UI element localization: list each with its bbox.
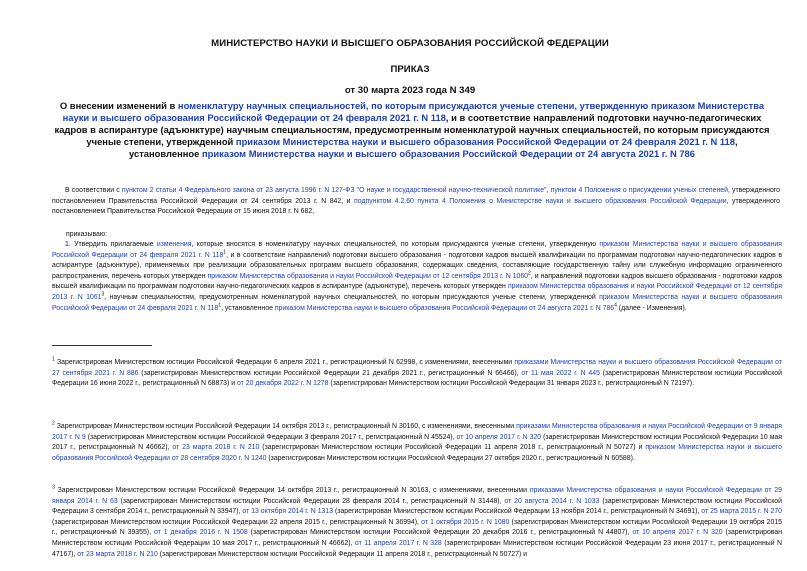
- footnote-text: (зарегистрирован Министерством юстиции Российской Федерации 23 июня 2017 г., регистрационный N 47167),: [52, 539, 783, 558]
- footnote-ref[interactable]: 1: [218, 302, 222, 309]
- document-title: [52, 100, 772, 160]
- preamble-link-law[interactable]: пунктом 2 статьи 4 Федерального закона от 23 августа 1996 г. N 127-ФЗ "О науке и государственной научно-технической политике": [121, 187, 547, 194]
- footnote-mark: 2: [52, 420, 55, 427]
- title-text: , и в соответствие направлений подготовки научно-педагогических кадров в аспирантуре (адъюнктуре) научным специальностям, предусмотренным номенклатурой научных специальностей, по которым присуждаются ученые степени, утвержденной: [54, 112, 770, 148]
- footnote-text: Зарегистрирован Министерством юстиции Российской Федерации 6 апреля 2021 г., регистрационный N 62998, с изменениями, внесенными: [54, 359, 515, 366]
- footnote-link[interactable]: от 10 апреля 2017 г. N 320: [456, 433, 542, 441]
- title-text: О внесении изменений в: [59, 100, 178, 111]
- footnote-ref[interactable]: 2: [528, 270, 531, 277]
- footnote-text: (зарегистрирован Министерством юстиции Российской Федерации 31 января 2023 г., регистрационный N 72197).: [328, 380, 695, 388]
- preamble-text: ,: [546, 187, 551, 194]
- footnote-text: Зарегистрирован Министерством юстиции Российской Федерации 14 октября 2013 г., регистрационный N 30163, с изменениями, внесенными: [54, 487, 530, 494]
- item-1-paragraph: [52, 240, 782, 314]
- footnote-1: [52, 358, 782, 390]
- preamble-text: , утвержденного постановлением Правительства Российской Федерации от 15 июня 2018 г. N 682,: [52, 197, 781, 216]
- footnote-mark: 1: [52, 356, 55, 363]
- footnote-link[interactable]: от 1 декабря 2016 г. N 1508: [153, 529, 248, 537]
- footnote-ref[interactable]: 4: [614, 302, 617, 309]
- footnote-link[interactable]: от 23 марта 2018 г. N 210: [77, 550, 158, 558]
- item-text: (далее - Изменения).: [616, 304, 687, 312]
- footnote-link[interactable]: приказами Министерства образования и науки Российской Федерации от 9 января 2017 г. N 9: [52, 423, 782, 441]
- footnote-link[interactable]: от 20 декабря 2022 г. N 1278: [236, 380, 329, 388]
- footnote-link[interactable]: от 20 августа 2014 г. N 1033: [504, 497, 600, 505]
- footnote-text: (зарегистрирован Министерством юстиции Российской Федерации 22 апреля 2015 г., регистрационный N 36994),: [52, 518, 422, 526]
- footnote-text: (зарегистрирован Министерством юстиции Российской Федерации 3 февраля 2017 г., регистрационный N 45524),: [85, 433, 457, 441]
- ministry-heading: МИНИСТЕРСТВО НАУКИ И ВЫСШЕГО ОБРАЗОВАНИЯ РОССИЙСКОЙ ФЕДЕРАЦИИ: [211, 38, 609, 49]
- item-text: , и направлений подготовки кадров высшего образования - подготовки кадров высшей квалификации по программам подготовки научно-педагогических кадров в аспирантуре (адъюнктуре), перечень которых утвержден: [52, 272, 782, 291]
- item-text: 1. Утвердить прилагаемые: [65, 241, 157, 248]
- footnote-link[interactable]: от 10 апреля 2017 г. N 320: [632, 529, 723, 537]
- item-text: , научным специальностям, предусмотренным номенклатурой научных специальностей, по которым присуждаются ученые степени, утвержденной: [104, 293, 600, 301]
- footnote-link[interactable]: от 11 апреля 2017 г. N 328: [354, 539, 442, 547]
- footnote-link[interactable]: от 13 октября 2014 г. N 1313: [242, 508, 334, 516]
- footnote-link[interactable]: приказами Министерства науки и высшего образования Российской Федерации от 27 сентября 2021 г. N 886: [52, 359, 782, 377]
- document-date-number: от 30 марта 2023 года N 349: [344, 85, 476, 96]
- footnote-text: (зарегистрирован Министерством юстиции Российской Федерации 10 мая 2017 г., регистрационный N 46662),: [52, 433, 782, 452]
- footnote-2: [52, 422, 782, 464]
- footnote-link[interactable]: от 11 мая 2022 г. N 445: [521, 369, 600, 377]
- footnote-link[interactable]: от 1 октября 2015 г. N 1080: [421, 518, 510, 526]
- footnote-text: (зарегистрирован Министерством юстиции Российской Федерации 10 мая 2017 г., регистрационный N 46662),: [52, 529, 782, 547]
- title-link-order-786[interactable]: приказом Министерства науки и высшего образования Российской Федерации от 24 августа 2021 г. N 786: [201, 148, 695, 160]
- footnote-link[interactable]: от 23 марта 2018 г. N 210: [172, 444, 260, 452]
- title-link-order-118[interactable]: приказом Министерства науки и высшего образования Российской Федерации от 24 февраля 2021 г. N 118: [235, 136, 735, 148]
- preamble-link-regulation[interactable]: пунктом 4 Положения о присуждении ученых степеней: [550, 187, 728, 194]
- footnote-text: (зарегистрирован Министерством юстиции Российской Федерации 19 октября 2015 г., регистрационный N 39355),: [52, 518, 783, 537]
- footnote-3: [52, 486, 782, 560]
- footnote-text: (зарегистрирован Министерством юстиции Российской Федерации 13 ноября 2014 г., регистрационный N 34691),: [333, 508, 702, 516]
- item-text: , которые вносятся в номенклатуру научных специальностей, по которым присуждаются ученые степени, утвержденную: [191, 241, 600, 248]
- item-link-order-118[interactable]: приказом Министерства науки и высшего образования Российской Федерации от 24 февраля 2021 г. N 118: [52, 241, 783, 259]
- footnote-text: (зарегистрирован Министерством юстиции Российской Федерации 11 апреля 2018 г., регистрационный N 50727) и: [157, 550, 528, 558]
- title-text: , установленное: [129, 136, 738, 160]
- footnote-text: (зарегистрирован Министерством юстиции Российской Федерации 16 июня 2022 г., регистрационный N 68873) и: [52, 369, 782, 388]
- footnote-text: (зарегистрирован Министерством юстиции Российской Федерации 28 февраля 2014 г., регистрационный N 31448),: [117, 497, 505, 505]
- item-text: , установленное: [221, 304, 275, 312]
- preamble-paragraph: [52, 186, 780, 218]
- footnote-text: Зарегистрирован Министерством юстиции Российской Федерации 14 октября 2013 г., регистрационный N 30160, с изменениями, внесенными: [54, 423, 517, 430]
- footnote-link[interactable]: приказом Министерства науки и высшего образования Российской Федерации от 28 сентября 2020 г. N 1240: [52, 444, 782, 462]
- footnote-text: (зарегистрирован Министерством юстиции Российской Федерации 11 апреля 2018 г., регистрационный N 50727) и: [259, 444, 646, 452]
- item-link-order-1061[interactable]: приказом Министерства образования и науки Российской Федерации от 12 сентября 2013 г. N 1061: [52, 283, 782, 301]
- item-link-order-786[interactable]: приказом Министерства науки и высшего образования Российской Федерации от 24 августа 2021 г. N 786: [274, 304, 615, 312]
- title-link-nomenclature[interactable]: номенклатуру научных специальностей, по которым присуждаются ученые степени, утвержденную приказом Министерства науки и высшего образования Российской Федерации от 24 февраля 2021 г. N 118: [62, 100, 765, 124]
- preamble-text: В соответствии с: [65, 187, 122, 194]
- footnote-link[interactable]: от 25 марта 2015 г. N 270: [701, 508, 783, 516]
- footnote-text: (зарегистрирован Министерством юстиции Российской Федерации 20 декабря 2016 г., регистрационный N 44807),: [247, 529, 633, 537]
- footnote-link[interactable]: приказами Министерства образования и науки Российской Федерации от 29 января 2014 г. N 63: [52, 487, 782, 505]
- footnote-text: (зарегистрирован Министерством юстиции Российской Федерации 21 декабря 2021 г., регистрационный N 66466),: [138, 369, 522, 377]
- preamble-link-ministry-regulation[interactable]: подпунктом 4.2.60 пункта 4 Положения о Министерстве науки и высшего образования Российской Федерации: [354, 197, 727, 205]
- footnote-ref[interactable]: 1: [223, 249, 227, 256]
- order-word: приказываю:: [66, 231, 107, 238]
- document-type: ПРИКАЗ: [390, 64, 430, 75]
- item-text: , и в соответствие направлений подготовки высшего образования - подготовки кадров высшей квалификации по программам подготовки научно-педагогических кадров в аспирантуре (адъюнктуре), применяемых при реализации образовательных программ высшего образования, содержащих сведения, составляющие государственную тайну или служебную информацию ограниченного распространения, перечень которых утвержден: [52, 251, 782, 280]
- preamble-text: , утвержденного постановлением Правительства Российской Федерации от 24 сентября 2013 г. N 842, и: [52, 187, 780, 205]
- footnote-mark: 3: [52, 484, 55, 491]
- item-link-changes[interactable]: изменения: [156, 241, 192, 248]
- footnote-divider: [52, 345, 152, 346]
- footnote-text: (зарегистрирован Министерством юстиции Российской Федерации 3 сентября 2014 г., регистрационный N 33947),: [52, 497, 782, 516]
- footnote-ref[interactable]: 3: [101, 291, 105, 298]
- item-link-order-1060[interactable]: приказом Министерства образования и науки Российской Федерации от 12 сентября 2013 г. N 1060: [207, 272, 529, 280]
- footnote-text: (зарегистрирован Министерством юстиции Российской Федерации 27 октября 2020 г., регистрационный N 60588).: [266, 454, 635, 462]
- item-link-order-118-b[interactable]: приказом Министерства науки и высшего образования Российской Федерации от 24 февраля 2021 г. N 118: [52, 293, 782, 312]
